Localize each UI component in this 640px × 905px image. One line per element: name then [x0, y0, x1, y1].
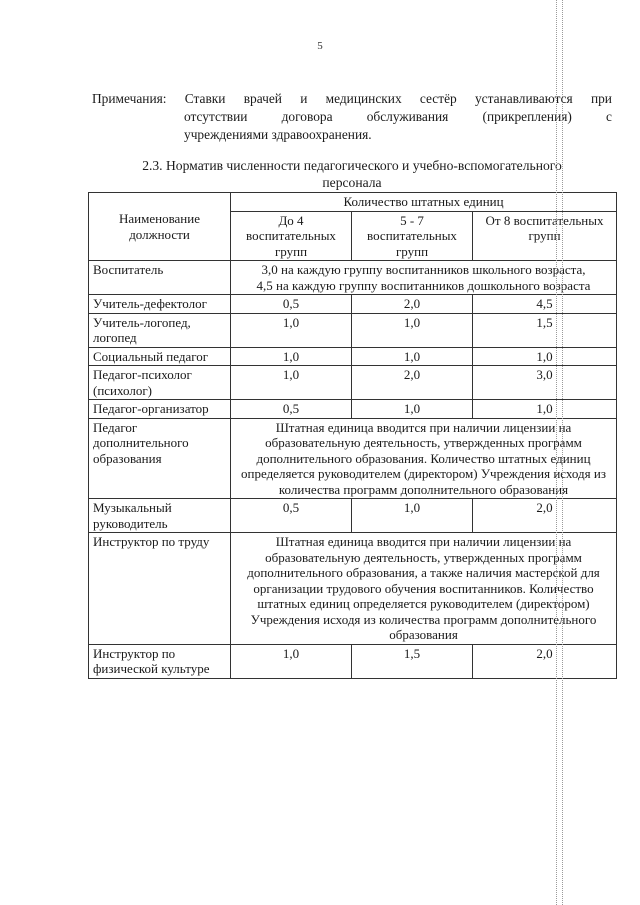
note-word: обслуживания: [366, 109, 449, 124]
row-value: 1,0: [231, 347, 352, 366]
notes-paragraph: [92, 90, 612, 144]
row-position-name: Педагог дополнительного образования: [89, 418, 231, 499]
row-value: 1,0: [352, 499, 473, 533]
row-value: 2,0: [352, 366, 473, 400]
note-line-2: [184, 108, 612, 126]
row-value: 1,0: [473, 400, 617, 419]
row-spanned-note: Штатная единица вводится при наличии лицензии на образовательную деятельность, утвержденных программ дополнительного образования. Количество штатных единиц определяется руководителем (директором) Учреждения исходя из количества программ дополнительного образования: [231, 418, 617, 499]
note-word: и: [300, 91, 308, 106]
note-word: врачей: [243, 91, 282, 106]
row-position-name: Педагог-организатор: [89, 400, 231, 419]
row-value: 1,0: [231, 313, 352, 347]
note-word: Ставки: [184, 91, 226, 106]
row-value: 1,0: [473, 347, 617, 366]
note-word: отсутствии: [184, 109, 248, 124]
note-word: медицинских: [325, 91, 402, 106]
row-spanned-note: Штатная единица вводится при наличии лицензии на образовательную деятельность, утвержденных программ дополнительного образования, а также наличия мастерской для организации трудового обучения воспитанников. Количество штатных единиц определяется руководителем (директором) Учреждения исходя из количества программ дополнительного образования: [231, 533, 617, 645]
note-line-3: учреждениями здравоохранения.: [184, 127, 372, 142]
row-spanned-note-line: 3,0 на каждую группу воспитанников школьного возраста,: [261, 262, 586, 277]
section-title: [92, 157, 612, 191]
note-word: с: [606, 109, 612, 124]
row-value: 1,0: [352, 347, 473, 366]
header-col-from-8: От 8 воспитательных групп: [473, 211, 617, 261]
table-row: [89, 366, 617, 400]
row-position-name: Инструктор по физической культуре: [89, 644, 231, 678]
note-word: при: [590, 91, 612, 106]
row-value: 1,0: [231, 366, 352, 400]
header-col-up-to-4: До 4 воспитательных групп: [231, 211, 352, 261]
row-value: 3,0: [473, 366, 617, 400]
page-number: 5: [317, 40, 323, 52]
table-row: [89, 533, 617, 645]
table-row: [89, 400, 617, 419]
section-title-line-2: персонала: [322, 175, 382, 190]
row-value: 0,5: [231, 295, 352, 314]
table-row: [89, 261, 617, 295]
note-line-1: [92, 90, 612, 108]
row-value: 0,5: [231, 499, 352, 533]
row-value: 2,0: [473, 644, 617, 678]
table-row: [89, 418, 617, 499]
row-value: 1,0: [352, 313, 473, 347]
row-value: 1,0: [352, 400, 473, 419]
note-word: договора: [281, 109, 333, 124]
row-position-name: Музыкальный руководитель: [89, 499, 231, 533]
row-value: 1,5: [473, 313, 617, 347]
row-value: 1,5: [352, 644, 473, 678]
note-word: (прикрепления): [482, 109, 572, 124]
table-row: [89, 313, 617, 347]
note-label: Примечания:: [92, 91, 167, 106]
row-spanned-note: [231, 261, 617, 295]
row-position-name: Учитель-логопед, логопед: [89, 313, 231, 347]
table-row: [89, 295, 617, 314]
note-word: устанавливаются: [474, 91, 573, 106]
header-position-name: Наименование должности: [89, 193, 231, 261]
row-position-name: Учитель-дефектолог: [89, 295, 231, 314]
row-spanned-note-line: 4,5 на каждую группу воспитанников дошкольного возраста: [256, 277, 591, 293]
row-position-name: Педагог-психолог (психолог): [89, 366, 231, 400]
header-col-5-7: 5 - 7 воспитательных групп: [352, 211, 473, 261]
row-value: 4,5: [473, 295, 617, 314]
table-row: [89, 644, 617, 678]
row-value: 2,0: [352, 295, 473, 314]
header-staff-units: Количество штатных единиц: [231, 193, 617, 212]
table-header-row: [89, 193, 617, 212]
row-position-name: Социальный педагог: [89, 347, 231, 366]
section-title-line-1: 2.3. Норматив численности педагогического и учебно-вспомогательного: [142, 158, 562, 173]
note-word: сестёр: [419, 91, 457, 106]
row-value: 0,5: [231, 400, 352, 419]
row-value: 1,0: [231, 644, 352, 678]
row-position-name: Инструктор по труду: [89, 533, 231, 645]
table-row: [89, 347, 617, 366]
staffing-norms-table: [88, 192, 617, 679]
row-value: 2,0: [473, 499, 617, 533]
scan-artifact-line: [562, 0, 563, 905]
row-position-name: Воспитатель: [89, 261, 231, 295]
scan-artifact-line: [556, 0, 557, 905]
table-row: [89, 499, 617, 533]
